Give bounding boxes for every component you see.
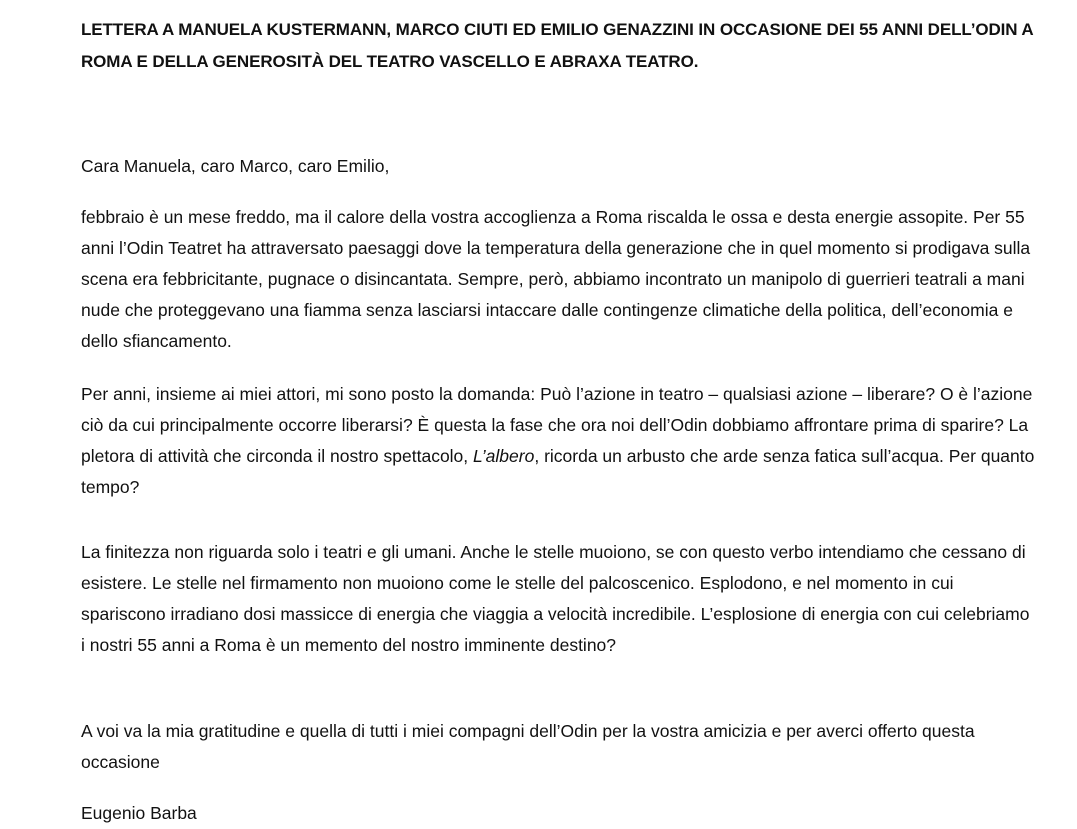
letter-signature: Eugenio Barba — [81, 803, 197, 823]
letter-paragraph-1: febbraio è un mese freddo, ma il calore della vostra accoglienza a Roma riscalda le ossa e desta energie assopite. Per 55 anni l’Odin Teatret ha attraversato paesaggi dove la temperatura della generazione che in quel momento si prodigava sulla scena era febbricitante, pugnace o disincantata. Sempre, però, abbiamo incontrato un manipolo di guerrieri teatrali a mani nude che proteggevano una fiamma senza lasciarsi intaccare dalle contingenze climatiche della politica, dell’economia e dello sfiancamento. — [81, 207, 1031, 351]
paragraph-2-text-end: , ricorda un arbusto che arde senza fatica sull’acqua. Per quanto tempo? — [81, 446, 1035, 497]
letter-paragraph-3: La finitezza non riguarda solo i teatri e gli umani. Anche le stelle muoiono, se con questo verbo intendiamo che cessano di esistere. Le stelle nel firmamento non muoiono come le stelle del palcoscenico. Esplodono, e nel momento in cui spariscono irradiano dosi massicce di energia che viaggia a velocità incredibile. L’esplosione di energia con cui celebriamo i nostri 55 anni a Roma è un memento del nostro imminente destino? — [81, 542, 1030, 655]
letter-paragraph-2 — [81, 379, 1036, 503]
letter-greeting: Cara Manuela, caro Marco, caro Emilio, — [81, 156, 390, 176]
letter-title: LETTERA A MANUELA KUSTERMANN, MARCO CIUTI ED EMILIO GENAZZINI IN OCCASIONE DEI 55 ANNI DELL’ODIN A ROMA E DELLA GENEROSITÀ DEL TEATRO VASCELLO E ABRAXA TEATRO. — [81, 20, 1033, 71]
letter-paragraph-4: A voi va la mia gratitudine e quella di tutti i miei compagni dell’Odin per la vostra amicizia e per averci offerto questa occasione — [81, 721, 975, 772]
show-title: L’albero — [473, 446, 535, 466]
paragraph-2-text-start: Per anni, insieme ai miei attori, mi sono posto la domanda: Può l’azione in teatro – qualsiasi azione – liberare? O è l’azione ciò da cui principalmente occorre liberarsi? È questa la fase che ora noi dell’Odin dobbiamo affrontare prima di sparire? La pletora di attività che circonda il nostro spettacolo, — [81, 384, 1033, 466]
letter-page — [81, 14, 1041, 823]
